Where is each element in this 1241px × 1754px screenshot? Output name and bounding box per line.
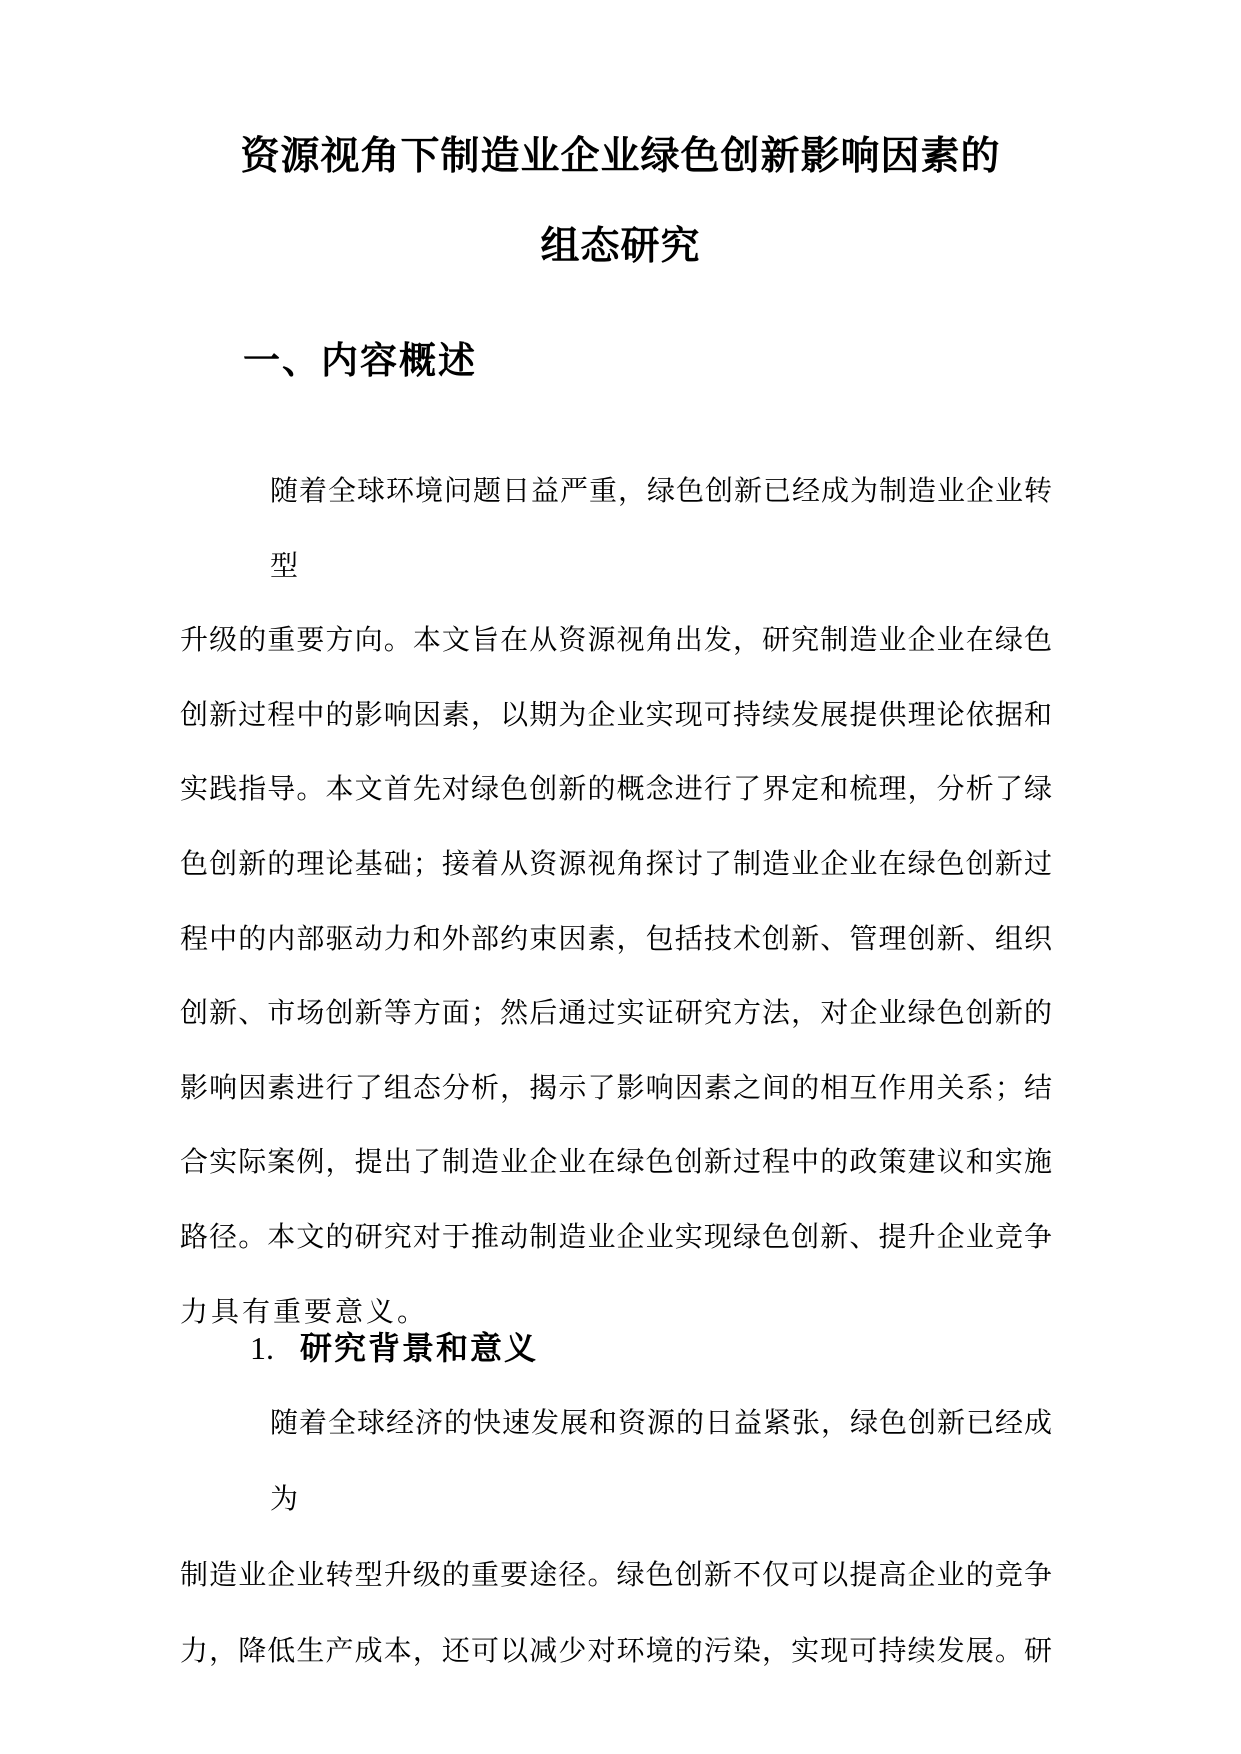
paragraph-line: 合实际案例，提出了制造业企业在绿色创新过程中的政策建议和实施	[180, 1147, 1052, 1179]
paragraph-line: 路径。本文的研究对于推动制造业企业实现绿色创新、提升企业竞争	[180, 1221, 1052, 1253]
paragraph-line: 色创新的理论基础；接着从资源视角探讨了制造业企业在绿色创新过	[180, 848, 1052, 880]
paragraph-line: 力具有重要意义。	[180, 1296, 429, 1328]
section-heading-overview: 一、内容概述	[243, 340, 477, 381]
paragraph-line: 创新、市场创新等方面；然后通过实证研究方法，对企业绿色创新的	[180, 998, 1052, 1030]
subsection-title: 研究背景和意义	[300, 1330, 539, 1366]
paragraph-line: 实践指导。本文首先对绿色创新的概念进行了界定和梳理，分析了绿	[180, 774, 1052, 806]
paragraph-line: 随着全球经济的快速发展和资源的日益紧张，绿色创新已经成为	[270, 1408, 1052, 1515]
overview-paragraph	[180, 455, 1052, 1350]
paragraph-line: 升级的重要方向。本文旨在从资源视角出发，研究制造业企业在绿色	[180, 625, 1052, 657]
paragraph-line: 影响因素进行了组态分析，揭示了影响因素之间的相互作用关系；结	[180, 1072, 1052, 1104]
subsection-heading-background	[250, 1310, 538, 1386]
paragraph-line: 力，降低生产成本，还可以减少对环境的污染，实现可持续发展。研	[180, 1636, 1052, 1667]
document-title-line-2: 组态研究	[540, 225, 701, 268]
document-title-line-1: 资源视角下制造业企业绿色创新影响因素的	[240, 135, 1001, 178]
paragraph-line: 制造业企业转型升级的重要途径。绿色创新不仅可以提高企业的竞争	[180, 1560, 1052, 1591]
paragraph-line: 随着全球环境问题日益严重，绿色创新已经成为制造业企业转型	[270, 476, 1052, 582]
paragraph-line: 程中的内部驱动力和外部约束因素，包括技术创新、管理创新、组织	[180, 923, 1052, 955]
background-paragraph	[180, 1386, 1052, 1690]
subsection-number: 1.	[250, 1330, 274, 1366]
paragraph-line: 创新过程中的影响因素，以期为企业实现可持续发展提供理论依据和	[180, 699, 1052, 731]
